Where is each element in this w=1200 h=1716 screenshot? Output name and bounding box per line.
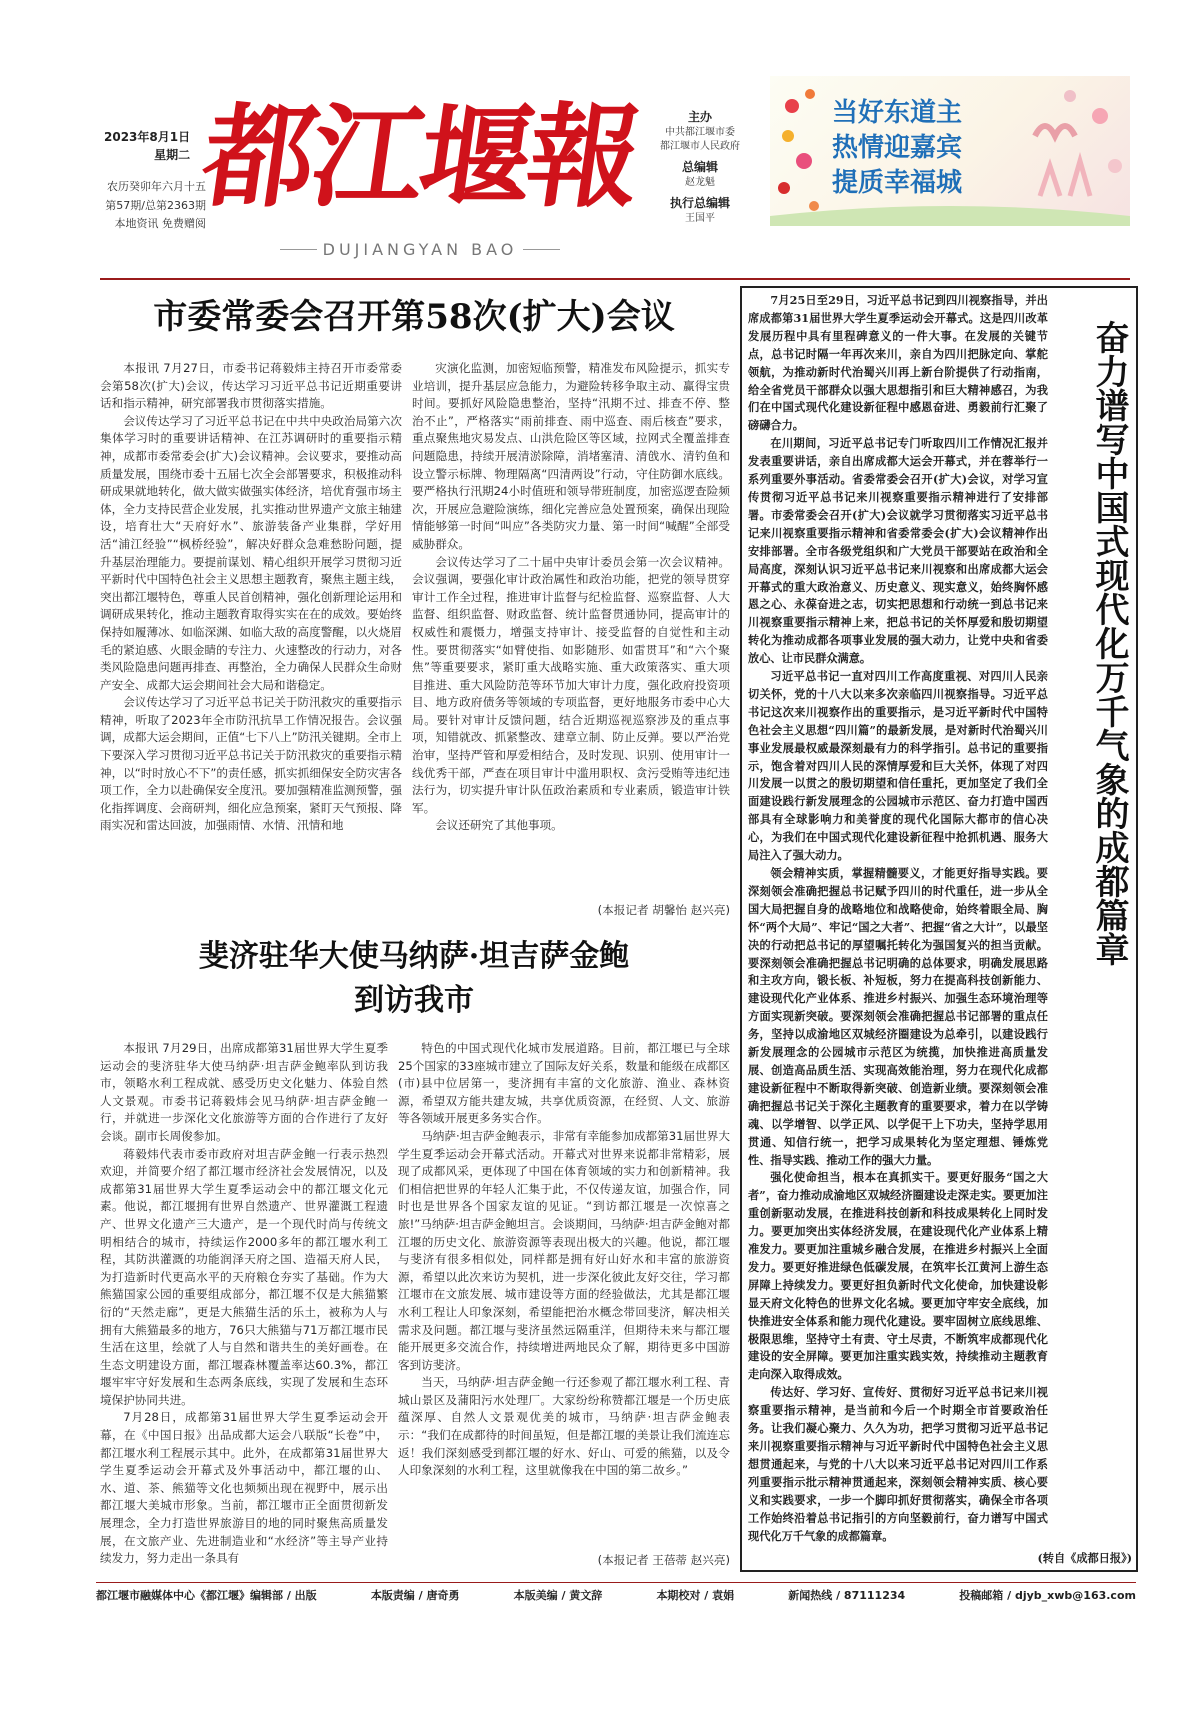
sponsor-label: 主办	[687, 110, 712, 124]
article1-paragraph: 灾演化监测，加密短临预警，精准发布风险提示，抓实专业培训，提升基层应急能力，为避险转移争取主动、赢得宝贵时间。要抓好风险隐患整治，坚持“汛期不过、排查不停、整治不止”，严格落实“雨前排查、雨中巡查、雨后核查”要求，重点聚焦地灾易发点、山洪危险区等区域，拉网式全覆盖排查问题隐患，持续开展清淤除障，消堵塞清、清戗水、清钓鱼和设立警示标牌、物理隔离“四清两设”行动，守住防御水底线。要严格执行汛期24小时值班和领导带班制度，加密巡逻查险频次，开展应急避险演练，细化完善应急处置预案，确保出现险情能够第一时间“叫应”各类防灾力量、第一时间“喊醒”全部受威胁群众。	[412, 361, 730, 551]
footer-editor: 本版责编 / 唐奇勇	[370, 1589, 460, 1602]
banner-ad	[770, 76, 1130, 226]
footer-proofreader: 本期校对 / 袁娟	[656, 1589, 735, 1602]
article2-paragraph: 蒋毅炜代表市委市政府对坦吉萨金鲍一行表示热烈欢迎，并简要介绍了都江堰市经济社会发展情况，以及成都第31届世界大学生夏季运动会中的都江堰文化元素。他说，都江堰拥有世界自然遗产、世界灌溉工程遗产、世界文化遗产三大遗产，是一个现代时尚与传统文明相结合的城市，持续运作2000多年的都江堰水利工程，其防洪灌溉的功能润泽天府之国、造福天府人民，为打造新时代更高水平的天府粮仓夯实了基础。作为大熊猫国家公园的重要组成部分，都江堰不仅是大熊猫繁衍的“天然走廊”，更是大熊猫生活的乐土，被称为人与拥有大熊猫最多的地方，76只大熊猫与71万都江堰市民生活在这里，绘就了人与自然和谐共生的美好画卷。在生态文明建设方面，都江堰森林覆盖率达60.3%，都江堰牢牢守好发展和生态两条底线，实现了发展和生态环境保护协同共进。	[100, 1146, 388, 1407]
article1-paragraph: 会议传达学习了习近平总书记在中共中央政治局第六次集体学习时的重要讲话精神、在江苏调研时的重要指示精神，成都市委常委会(扩大)会议精神。会议要求，要推动高质量发展，围绕市委十五届七次全会部署要求，积极推动科研成果就地转化，做大做实做强实体经济，培优育强市场主体，全力支持民营企业发展，扎实推动世界遗产文旅主轴建设，培育壮大“天府好水”、旅游装备产业集群，学好用活“浦江经验”“枫桥经验”，解决好群众急难愁盼问题，提升基层治理能力。要提前谋划、精心组织开展学习贯彻习近平新时代中国特色社会主义思想主题教育，聚焦主题主线，突出都江堰特色，尊重人民首创精神，强化创新理论运用和调研成果转化，推动主题教育取得实实在在的成效。要始终保持如履薄冰、如临深渊、如临大敌的高度警醒，以火烧眉毛的紧迫感、火眼金睛的专注力、火速整改的行动力，对各类风险隐患问题再排查、再整治，全力确保人民群众生命财产安全、成都大运会期间社会大局和谐稳定。	[100, 413, 402, 692]
commentary-paragraph: 强化使命担当，根本在真抓实干。要更好服务“国之大者”，奋力推动成渝地区双城经济圈建设走深走实。要更加注重创新驱动发展，在推进科技创新和科技成果转化上同时发力。要更加突出实体经济发展，在建设现代化产业体系上精准发力。要更加注重城乡融合发展，在推进乡村振兴上全面发力。要更好推进绿色低碳发展，在筑牢长江黄河上游生态屏障上持续发力。要更好担负新时代文化使命，加快建设彰显天府文化特色的世界文化名城。要更加守牢安全底线，加快推进安全体系和能力现代化建设。要牢固树立底线思维、极限思维，坚持守土有责、守土尽责，不断筑牢成都现代化建设的安全屏障。要更加注重实践实效，持续推动主题教育走向深入取得成效。	[748, 1170, 1048, 1382]
page-footer	[96, 1582, 1136, 1602]
masthead-rule	[100, 278, 1130, 280]
publisher-info	[640, 108, 760, 226]
article1-column-2	[412, 360, 730, 880]
newspaper-logo	[194, 88, 646, 259]
issue-weekday: 星期二	[154, 148, 191, 162]
article2-headline-line-2: 到访我市	[354, 983, 474, 1018]
ad-line-3: 提质幸福城	[832, 168, 963, 198]
article2-column-2	[398, 1040, 730, 1552]
commentary-source: (转自《成都日报》)	[748, 1550, 1132, 1568]
article2-paragraph: 7月28日，成都第31届世界大学生夏季运动会开幕，在《中国日报》出品成都大运会八联版“长卷”中，都江堰水利工程展示其中。此外，在成都第31届世界大学生夏季运动会开幕式及外事活动中，都江堰的山、水、道、茶、熊猫等文化也频频出现在视野中，展示出都江堰大美城市形象。当前，都江堰市正全面贯彻新发展理念，全力打造世界旅游目的地的同时聚焦高质量发展，在文旅产业、先进制造业和“水经济”等主导产业持续发力，努力走出一条具有	[100, 1410, 388, 1566]
article1-byline: (本报记者 胡馨怡 赵兴亮)	[597, 903, 730, 917]
ad-line-1: 当好东道主	[832, 98, 963, 128]
article1-paragraph: 会议传达学习了习近平总书记关于防汛救灾的重要指示精神，听取了2023年全市防汛抗旱工作情况报告。会议强调，成都大运会期间，正值“七下八上”防汛关键期。全市上下要深入学习贯彻习近平总书记关于防汛救灾的重要指示精神，以“时时放心不下”的责任感，抓实抓细保安全防灾害各项工作，全力以赴确保安全度汛。要加强精准监测预警，强化指挥调度、会商研判，细化应急预案，紧盯天气预报、降雨实况和雷达回波，加强雨情、水情、汛情和地	[100, 695, 402, 833]
commentary-paragraph: 习近平总书记一直对四川工作高度重视、对四川人民亲切关怀，党的十八大以来多次亲临四川视察指导。习近平总书记这次来川视察作出的重要指示，是习近平新时代中国特色社会主义思想“四川篇”的最新发展，是对新时代治蜀兴川事业发展最权威最深刻最有力的科学指引。总书记的重要指示，饱含着对四川人民的深情厚爱和巨大关怀，体现了对四川发展一以贯之的殷切期望和信任重托，更加坚定了我们全面建设践行新发展理念的公园城市示范区、奋力打造中国西部具有全球影响力和美誉度的现代化国际大都市的信心决心，为我们在中国式现代化建设新征程中抢抓机遇、服务大局注入了强大动力。	[748, 669, 1048, 863]
article2-headline-line-1: 斐济驻华大使马纳萨·坦吉萨金鲍	[198, 939, 630, 974]
article2-paragraph: 当天，马纳萨·坦吉萨金鲍一行还参观了都江堰水利工程、青城山景区及蒲阳污水处理厂。大家纷纷称赞都江堰是一个历史底蕴深厚、自然人文景观优美的城市，马纳萨·坦吉萨金鲍表示：“我们在成都待的时间虽短，但是都江堰的美景让我们流连忘返！我们深刻感受到都江堰的好水、好山、可爱的熊猫，以及令人印象深刻的水利工程，这里就像我在中国的第二故乡。”	[398, 1375, 730, 1478]
article1-headline: 市委常委会召开第58次(扩大)会议	[153, 297, 675, 337]
footer-email: 投稿邮箱 / djyb_xwb@163.com	[959, 1589, 1136, 1602]
chief-label: 总编辑	[681, 160, 718, 174]
footer-designer: 本版美编 / 黄文辞	[513, 1589, 603, 1602]
sponsor-1: 中共都江堰市委	[665, 127, 735, 138]
chief-name: 赵龙魁	[685, 177, 715, 188]
exec-label: 执行总编辑	[669, 196, 730, 210]
article1-column-1	[100, 360, 402, 880]
article2-paragraph: 马纳萨·坦吉萨金鲍表示，非常有幸能参加成都第31届世界大学生夏季运动会开幕式活动。开幕式对世界来说都非常精彩，展现了成都风采，更体现了中国在体育领域的实力和创新精神。我们相信把世界的年轻人汇集于此，不仅传递友谊，加强合作，同时也是世界各个国家友谊的见证。“到访都江堰是一次惊喜之旅!”马纳萨·坦吉萨金鲍坦言。会谈期间，马纳萨·坦吉萨金鲍对都江堰的历史文化、旅游资源等表现出极大的兴趣。他说，都江堰与斐济有很多相似处，同样都是拥有好山好水和丰富的旅游资源，希望以此次来访为契机，进一步深化彼此友好交往，学习都江堰市在文旅发展、城市建设等方面的经验做法，尤其是都江堰水利工程让人印象深刻，希望能把治水概念带回斐济，解决相关需求及问题。都江堰与斐济虽然远隔重洋，但期待未来与都江堰能开展更多交流合作，持续增进两地民众了解，期待更多中国游客到访斐济。	[398, 1128, 730, 1372]
logo-chinese: 都江堰報	[194, 92, 646, 223]
commentary-paragraph: 领会精神实质，掌握精髓要义，才能更好指导实践。要深刻领会准确把握总书记赋予四川的时代重任，进一步从全国大局把握自身的战略地位和战略使命，始终着眼全局、胸怀“两个大局”、牢记“国之大者”、把握“省之大计”，以最坚决的行动把总书记的厚望嘱托转化为强国复兴的担当贡献。要深刻领会准确把握总书记明确的总体要求，明确发展思路和主攻方向，锻长板、补短板，努力在提高科技创新能力、建设现代化产业体系、推进乡村振兴、加强生态环境治理等方面实现新突破。要深刻领会准确把握总书记部署的重点任务，坚持以成渝地区双城经济圈建设为总牵引，以建设践行新发展理念的公园城市示范区为统揽，加快推进高质量发展、创造高品质生活、实现高效能治理，努力在现代化成都建设新征程中不断取得新突破、创造新业绩。要深刻领会准确把握总书记关于深化主题教育的重要要求，着力在以学铸魂、以学增智、以学正风、以学促干上下功夫，坚持学思用贯通、知信行统一，把学习成果转化为坚定理想、锤炼党性、指导实践、推动工作的强大力量。	[748, 866, 1048, 1167]
exec-name: 王国平	[685, 213, 715, 224]
commentary-paragraph: 7月25日至29日，习近平总书记到四川视察指导，并出席成都第31届世界大学生夏季运动会开幕式。这是四川改革发展历程中具有里程碑意义的一件大事。在发展的关键节点，总书记时隔一年再次来川，亲自为四川把脉定向、掌舵领航，为推动新时代治蜀兴川再上新台阶提供了行动指南，给全省党员干部群众以强大思想指引和巨大精神感召，为我们在中国式现代化建设新征程中感恩奋进、勇毅前行汇聚了磅礴合力。	[748, 293, 1048, 433]
footer-publisher: 都江堰市融媒体中心《都江堰》编辑部 / 出版	[96, 1589, 317, 1602]
distribution-note: 本地资讯 免费赠阅	[114, 217, 206, 230]
date-block	[104, 128, 190, 164]
issue-number: 第57期/总第2363期	[105, 198, 206, 212]
commentary-body	[748, 292, 1048, 1568]
article1-paragraph: 会议还研究了其他事项。	[435, 818, 563, 833]
logo-english: DUJIANGYAN BAO	[200, 240, 640, 259]
ad-line-2: 热情迎嘉宾	[832, 133, 963, 163]
article2-paragraph: 本报讯 7月29日，出席成都第31届世界大学生夏季运动会的斐济驻华大使马纳萨·坦吉萨金鲍率队到访我市，领略水利工程成就、感受历史文化魅力、体验自然人文景观。市委书记蒋毅炜会见马纳萨·坦吉萨金鲍一行，并就进一步深化文化旅游等方面的合作进行了友好会谈。副市长周俊参加。	[100, 1041, 388, 1143]
sponsor-2: 都江堰市人民政府	[660, 141, 740, 152]
article2-paragraph: 特色的中国式现代化城市发展道路。目前，都江堰已与全球25个国家的33座城市建立了国际友好关系，数量和能级在成都区(市)县中位居第一，斐济拥有丰富的文化旅游、渔业、森林资源，希望双方能共建友城，共享优质资源，在经贸、人文、旅游等各领域开展更多务实合作。	[398, 1041, 730, 1126]
article1-paragraph: 本报讯 7月27日，市委书记蒋毅炜主持召开市委常委会第58次(扩大)会议，传达学习习近平总书记近期重要讲话和指示精神，研究部署我市贯彻落实措施。	[100, 361, 402, 411]
commentary-paragraph: 传达好、学习好、宣传好、贯彻好习近平总书记来川视察重要指示精神，是当前和今后一个时期全市首要政治任务。让我们凝心聚力、久久为功，把学习贯彻习近平总书记来川视察重要指示精神与习近平新时代中国特色社会主义思想贯通起来，与党的十八大以来习近平总书记对四川工作系列重要指示批示精神贯通起来，深刻领会精神实质、核心要义和实践要求，一步一个脚印抓好贯彻落实，确保全市各项工作始终沿着总书记指引的方向坚毅前行，奋力谱写中国式现代化万千气象的成都篇章。	[748, 1385, 1048, 1543]
commentary-headline: 奋力谱写中国式现代化万千气象的成都篇章	[1089, 320, 1129, 966]
article1-paragraph: 会议传达学习了二十届中央审计委员会第一次会议精神。会议强调，要强化审计政治属性和政治功能，把党的领导贯穿审计工作全过程，推进审计监督与纪检监督、巡察监督、人大监督、组织监督、财政监督、统计监督贯通协同，提高审计的权威性和震慑力，增强支持审计、接受监督的自觉性和主动性。要贯彻落实“如臂使指、如影随形、如雷贯耳”和“六个聚焦”等重要要求，紧盯重大战略实施、重大政策落实、重大项目推进、重大风险防范等环节加大审计力度，强化政府投资项目、地方政府债务等领域的专项监督，更好地服务市委中心大局。要针对审计反馈问题，结合近期巡视巡察涉及的重点事项，知错就改、抓紧整改、建章立制、防止反弹。要以严治党治审，坚持严管和厚爱相结合，及时发现、识别、使用审计一线优秀干部，严查在项目审计中滥用职权、贪污受贿等违纪违法行为，切实提升审计队伍政治素质和专业素质，锻造审计铁军。	[412, 554, 730, 815]
lunar-date: 农历癸卯年六月十五	[107, 180, 206, 193]
article2-byline: (本报记者 王蓓蒂 赵兴亮)	[597, 1553, 730, 1567]
ad-slogan	[832, 96, 962, 201]
article2-headline	[96, 935, 732, 1023]
footer-hotline: 新闻热线 / 87111234	[788, 1589, 906, 1602]
commentary-paragraph: 在川期间，习近平总书记专门听取四川工作情况汇报并发表重要讲话，亲自出席成都大运会开幕式，并在蓉举行一系列重要外事活动。省委常委会召开(扩大)会议，对学习宣传贯彻习近平总书记来川视察重要指示精神进行了安排部署。市委常委会召开(扩大)会议就学习贯彻落实习近平总书记来川视察重要指示精神和省委常委会(扩大)会议精神作出安排部署。全市各级党组织和广大党员干部要站在政治和全局高度，深刻认识习近平总书记来川视察和出席成都大运会开幕式的重大政治意义、历史意义、现实意义，始终胸怀感恩之心、永葆奋进之志，切实把思想和行动统一到总书记来川视察重要指示精神上来，把总书记的关怀厚爱和殷切期望转化为推动成都各项事业发展的强大动力，让党中央和省委放心、让市民群众满意。	[748, 436, 1048, 666]
article2-column-1	[100, 1040, 388, 1570]
issue-date: 2023年8月1日	[104, 130, 191, 144]
